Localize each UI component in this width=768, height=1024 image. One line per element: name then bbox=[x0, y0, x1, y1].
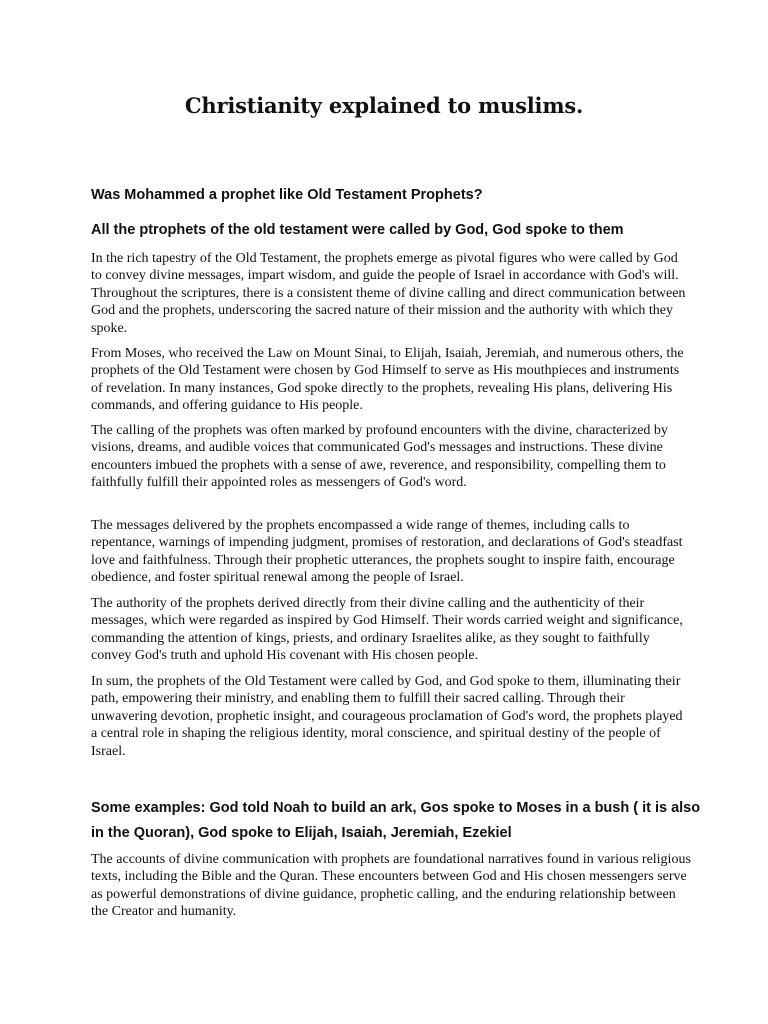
section-heading-prophets-called: All the ptrophets of the old testament were called by God, God spoke to them bbox=[91, 222, 624, 238]
paragraph-messages-delivered: The messages delivered by the prophets encompassed a wide range of themes, including calls to repentance, warnings of impending judgment, promises of restoration, and declarations of God's steadfast love and faithfulness. Through their prophetic utterances, the prophets sought to inspire faith, encourage obedience, and foster spiritual renewal among the people of Israel. bbox=[91, 518, 683, 586]
section-heading-examples: Some examples: God told Noah to build an ark, Gos spoke to Moses in a bush ( it is also in the Quoran), God spoke to Elijah, Isaiah, Jeremiah, Ezekiel bbox=[91, 800, 701, 841]
paragraph-calling-of-prophets: The calling of the prophets was often marked by profound encounters with the divine, characterized by visions, dreams, and audible voices that communicated God's messages and instructions. These divine encounters imbued the prophets with a sense of awe, reverence, and responsibility, compelling them to faithfully fulfill their appointed roles as messengers of God's word. bbox=[91, 423, 668, 491]
document-title: Christianity explained to muslims. bbox=[184, 93, 584, 118]
paragraph-in-sum: In sum, the prophets of the Old Testament were called by God, and God spoke to them, illuminating their path, empowering their ministry, and enabling them to fulfill their sacred calling. Through their unwavering devotion, prophetic insight, and courageous proclamation of God's word, the prophets played a central role in shaping the religious identity, moral conscience, and spiritual destiny of the people of Israel. bbox=[91, 674, 683, 759]
paragraph-authority: The authority of the prophets derived directly from their divine calling and the authenticity of their messages, which were regarded as inspired by God Himself. Their words carried weight and significance, commanding the attention of kings, priests, and ordinary Israelites alike, as they sought to faithfully convey God's truth and uphold His covenant with His chosen people. bbox=[91, 596, 683, 664]
paragraph-rich-tapestry: In the rich tapestry of the Old Testament, the prophets emerge as pivotal figures who were called by God to convey divine messages, impart wisdom, and guide the people of Israel in accordance with God's will. Throughout the scriptures, there is a consistent theme of divine calling and direct communication between God and the prophets, underscoring the sacred nature of their mission and the authority with which they spoke. bbox=[91, 251, 686, 336]
paragraph-from-moses: From Moses, who received the Law on Mount Sinai, to Elijah, Isaiah, Jeremiah, and numerous others, the prophets of the Old Testament were chosen by God Himself to serve as His mouthpieces and instruments of revelation. In many instances, God spoke directly to the prophets, revealing His plans, delivering His commands, and offering guidance to His people. bbox=[91, 346, 684, 414]
paragraph-accounts-divine-communication: The accounts of divine communication with prophets are foundational narratives found in various religious texts, including the Bible and the Quran. These encounters between God and His chosen messengers serve as powerful demonstrations of divine guidance, prophetic calling, and the enduring relationship between the Creator and humanity. bbox=[91, 852, 691, 920]
section-heading-question: Was Mohammed a prophet like Old Testament Prophets? bbox=[91, 187, 483, 203]
